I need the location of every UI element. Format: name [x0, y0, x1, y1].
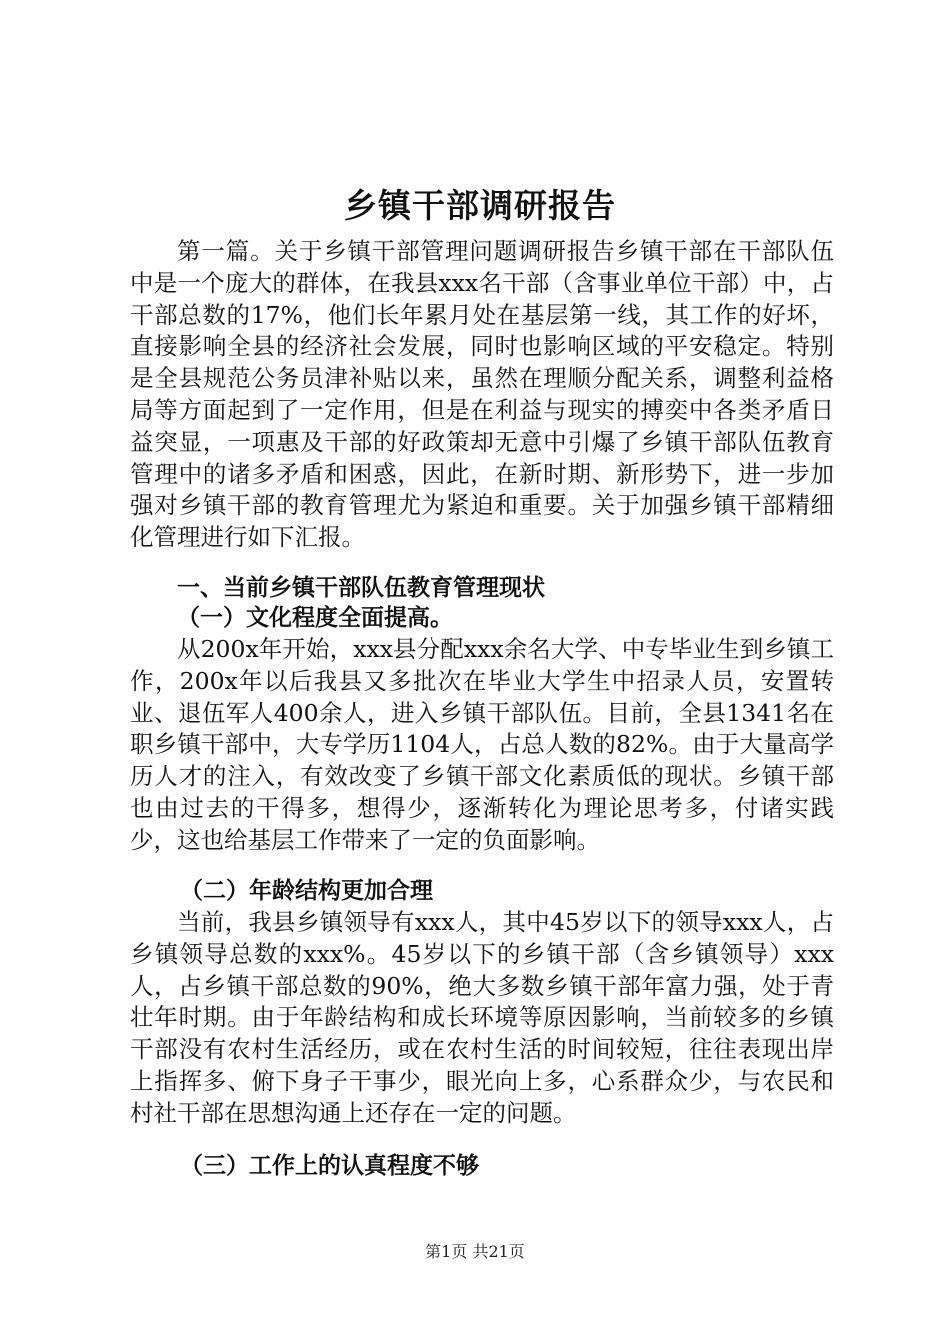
- paragraph-text: 第一篇。关于乡镇干部管理问题调研报告乡镇干部在干部队伍中是一个庞大的群体，在我县xxx名干部（含事业单位干部）中，占干部总数的17%，他们长年累月处在基层第一线，其工作的好坏，直接影响全县的经济社会发展，同时也影响区域的平安稳定。特别是全县规范公务员津补贴以来，虽然在理顺分配关系，调整利益格局等方面起到了一定作用，但是在利益与现实的搏奕中各类矛盾日益突显，一项惠及干部的好政策却无意中引爆了乡镇干部队伍教育管理中的诸多矛盾和困惑，因此，在新时期、新形势下，进一步加强对乡镇干部的教育管理尤为紧迫和重要。关于加强乡镇干部精细化管理进行如下汇报。: [130, 237, 834, 552]
- paragraph-text: 当前，我县乡镇领导有xxx人，其中45岁以下的领导xxx人，占乡镇领导总数的xxx%。45岁以下的乡镇干部（含乡镇领导）xxx人，占乡镇干部总数的90%，绝大多数乡镇干部年富力强，处于青壮年时期。由于年龄结构和成长环境等原因影响，当前较多的乡镇干部没有农村生活经历，或在农村生活的时间较短，往往表现出岸上指挥多、俯下身子干事少，眼光向上多，心系群众少，与农民和村社干部在思想沟通上还存在一定的问题。: [130, 908, 834, 1127]
- paragraph-age-structure: [130, 907, 834, 1130]
- paragraph-intro: [130, 236, 834, 554]
- document-title: 乡镇干部调研报告: [344, 186, 616, 225]
- subsection-heading-1: （一）文化程度全面提高。: [177, 605, 453, 631]
- section-heading-1: 一、当前乡镇干部队伍教育管理现状: [177, 575, 545, 601]
- subsection-heading-2: （二）年龄结构更加合理: [180, 878, 433, 904]
- paragraph-text: 从200x年开始，xxx县分配xxx余名大学、中专毕业生到乡镇工作，200x年以后我县又多批次在毕业大学生中招录人员，安置转业、退伍军人400余人，进入乡镇干部队伍。目前，全县1341名在职乡镇干部中，大专学历1104人，占总人数的82%。由于大量高学历人才的注入，有效改变了乡镇干部文化素质低的现状。乡镇干部也由过去的干得多，想得少，逐渐转化为理论思考多，付诸实践少，这也给基层工作带来了一定的负面影响。: [130, 635, 834, 854]
- paragraph-education: [130, 634, 834, 857]
- subsection-heading-3: （三）工作上的认真程度不够: [180, 1153, 479, 1179]
- page-number: 第1页 共21页: [425, 1242, 525, 1261]
